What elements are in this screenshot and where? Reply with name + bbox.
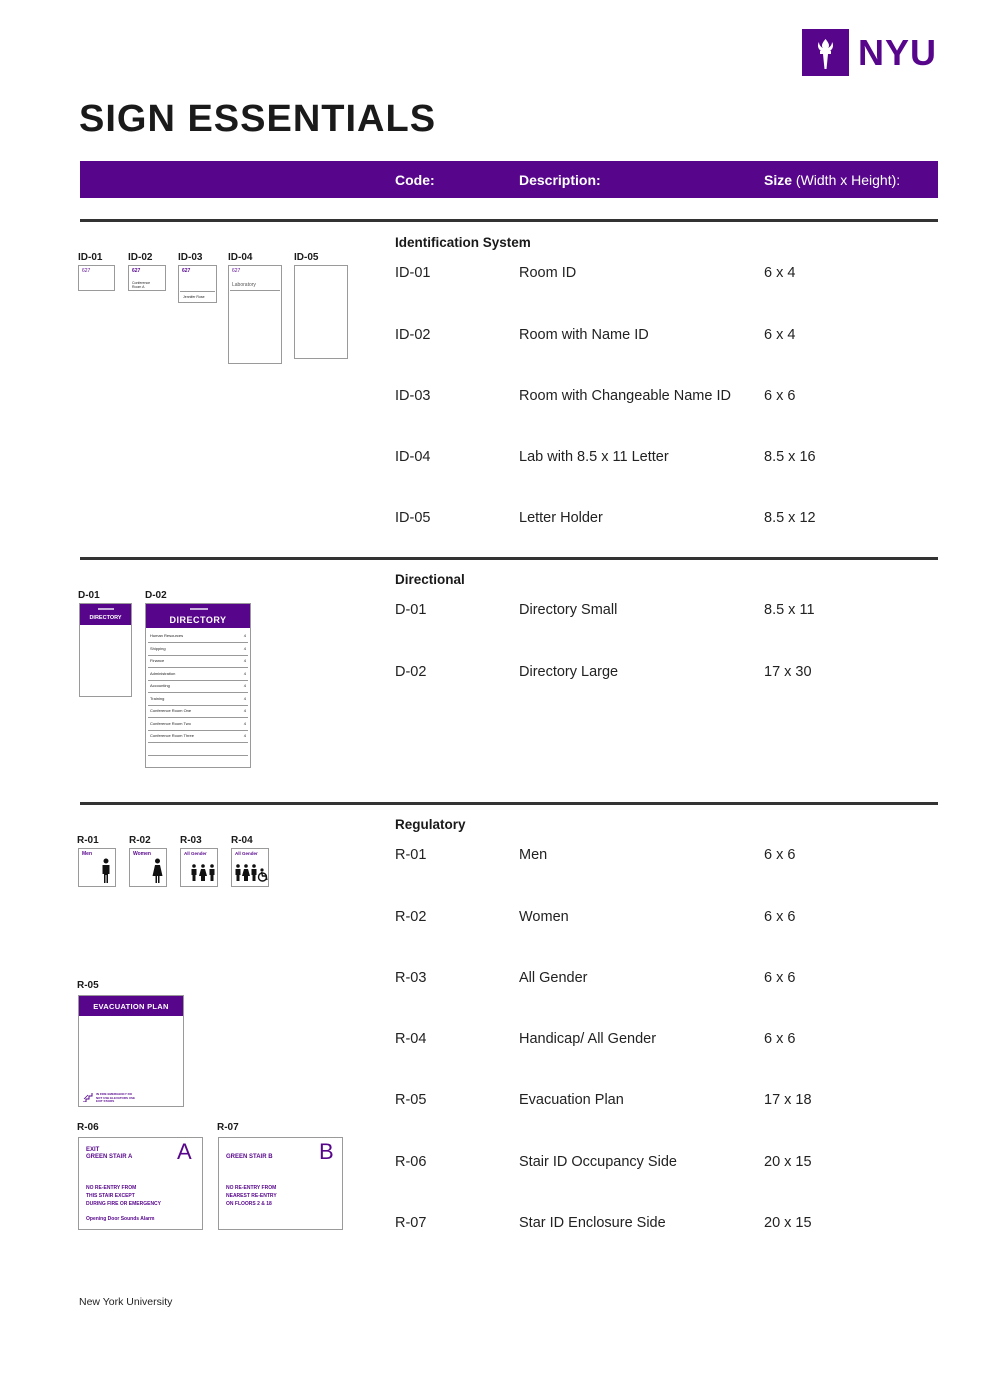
row-size: 8.5 x 11 [764, 602, 815, 618]
row-description: Room with Name ID [519, 327, 649, 343]
sign-r-02: Women [129, 848, 167, 887]
sign-id-01: 627 [78, 265, 115, 291]
row-code: R-01 [395, 847, 427, 863]
row-code: ID-02 [395, 327, 431, 343]
row-code: R-06 [395, 1154, 427, 1170]
row-size: 6 x 4 [764, 265, 796, 281]
sign-id-05 [294, 265, 348, 359]
row-description: Directory Large [519, 664, 619, 680]
row-code: D-02 [395, 664, 427, 680]
row-description: Directory Small [519, 602, 618, 618]
sign-r-05: EVACUATION PLAN IN FIRE EMERGENCY DO NOT USE ELEVATORS USE EXIT STAIRS [78, 995, 184, 1107]
stair-letter-a: A [177, 1139, 192, 1164]
row-size: 6 x 6 [764, 388, 796, 404]
sign-id-04: 627 Laboratory [228, 265, 282, 364]
sign-id-02: 627 Conference Room A [128, 265, 166, 291]
header-size: Size (Width x Height): [764, 172, 901, 188]
thumb-label-id-04: ID-04 [228, 252, 253, 263]
section-divider [80, 802, 938, 805]
row-size: 8.5 x 16 [764, 449, 816, 465]
directory-entry: Accounting 4 [148, 680, 248, 693]
directory-entry: Conference Room Three 4 [148, 730, 248, 743]
directory-entry: Conference Room Two 4 [148, 718, 248, 731]
row-code: R-02 [395, 909, 427, 925]
row-code: D-01 [395, 602, 427, 618]
sign-r-01: Men [78, 848, 116, 887]
sign-r-06: EXIT GREEN STAIR A A NO RE-ENTRY FROM THIS STAIR EXCEPT DURING FIRE OR EMERGENCY Opening Door Sounds Alarm [78, 1137, 203, 1230]
row-description: Room with Changeable Name ID [519, 388, 731, 404]
torch-icon [802, 29, 849, 76]
row-size: 8.5 x 12 [764, 510, 816, 526]
directory-entry-blank [148, 755, 248, 768]
section-title-regulatory: Regulatory [395, 817, 466, 832]
row-code: ID-01 [395, 265, 431, 281]
row-size: 17 x 18 [764, 1092, 812, 1108]
row-description: Letter Holder [519, 510, 603, 526]
row-code: ID-05 [395, 510, 431, 526]
sign-r-03: All Gender [180, 848, 218, 887]
row-size: 6 x 6 [764, 909, 796, 925]
thumb-label-id-02: ID-02 [128, 252, 153, 263]
man-icon [101, 858, 111, 884]
sign-d-02: DIRECTORY Human Resources 4 Shipping 4 Finance 4 Administration 4 Accounting 4 Training 4 Conference Room One 4 Conference Room Two 4 Conference Room Three 4 [145, 603, 251, 768]
thumb-label-r-06: R-06 [77, 1122, 99, 1133]
footer-text: New York University [79, 1296, 173, 1308]
section-title-directional: Directional [395, 572, 465, 587]
row-description: Stair ID Occupancy Side [519, 1154, 677, 1170]
logo-wordmark: NYU [858, 32, 938, 73]
all-gender-icon [190, 864, 216, 882]
row-description: Room ID [519, 265, 577, 281]
row-size: 6 x 6 [764, 1031, 796, 1047]
row-code: ID-03 [395, 388, 431, 404]
thumb-label-d-01: D-01 [78, 590, 100, 601]
thumb-label-r-04: R-04 [231, 835, 253, 846]
row-description: Men [519, 847, 548, 863]
directory-entry: Human Resources 4 [148, 630, 248, 643]
directory-entry: Conference Room One 4 [148, 705, 248, 718]
thumb-label-r-03: R-03 [180, 835, 202, 846]
row-size: 17 x 30 [764, 664, 812, 680]
row-description: Handicap/ All Gender [519, 1031, 657, 1047]
section-divider [80, 219, 938, 222]
row-size: 20 x 15 [764, 1215, 812, 1231]
header-code: Code: [395, 172, 435, 188]
table-header [80, 161, 938, 198]
thumb-label-id-03: ID-03 [178, 252, 203, 263]
row-description: Women [519, 909, 569, 925]
stairs-icon [83, 1093, 93, 1102]
thumb-label-d-02: D-02 [145, 590, 167, 601]
row-size: 6 x 6 [764, 970, 796, 986]
section-divider [80, 557, 938, 560]
all-gender-accessible-icon [234, 864, 268, 882]
directory-entry: Administration 4 [148, 668, 248, 681]
row-description: All Gender [519, 970, 588, 986]
row-code: R-03 [395, 970, 427, 986]
row-code: R-04 [395, 1031, 427, 1047]
thumb-label-r-07: R-07 [217, 1122, 239, 1133]
sign-r-04: All Gender [231, 848, 269, 887]
sign-id-03: 627 Jennifer Rose [178, 265, 217, 303]
directory-entry-blank [148, 743, 248, 756]
thumb-label-id-01: ID-01 [78, 252, 103, 263]
nyu-logo [802, 29, 938, 76]
directory-entry: Finance 4 [148, 655, 248, 668]
thumb-label-r-05: R-05 [77, 980, 99, 991]
row-description: Lab with 8.5 x 11 Letter [519, 449, 669, 465]
row-code: R-05 [395, 1092, 427, 1108]
thumb-label-r-01: R-01 [77, 835, 99, 846]
woman-icon [152, 858, 163, 884]
thumb-label-id-05: ID-05 [294, 252, 319, 263]
section-title-identification: Identification System [395, 235, 531, 250]
sign-r-07: GREEN STAIR B B NO RE-ENTRY FROM NEAREST RE-ENTRY ON FLOORS 2 & 18 [218, 1137, 343, 1230]
row-size: 6 x 6 [764, 847, 796, 863]
row-description: Star ID Enclosure Side [519, 1215, 666, 1231]
header-description: Description: [519, 172, 601, 188]
thumb-label-r-02: R-02 [129, 835, 151, 846]
page-title: SIGN ESSENTIALS [79, 98, 437, 140]
directory-entry: Shipping 4 [148, 643, 248, 656]
directory-entry: Training 4 [148, 693, 248, 706]
row-size: 20 x 15 [764, 1154, 812, 1170]
stair-letter-b: B [319, 1139, 334, 1164]
sign-d-01: DIRECTORY [79, 603, 132, 697]
row-code: ID-04 [395, 449, 431, 465]
row-size: 6 x 4 [764, 327, 796, 343]
row-code: R-07 [395, 1215, 427, 1231]
row-description: Evacuation Plan [519, 1092, 624, 1108]
